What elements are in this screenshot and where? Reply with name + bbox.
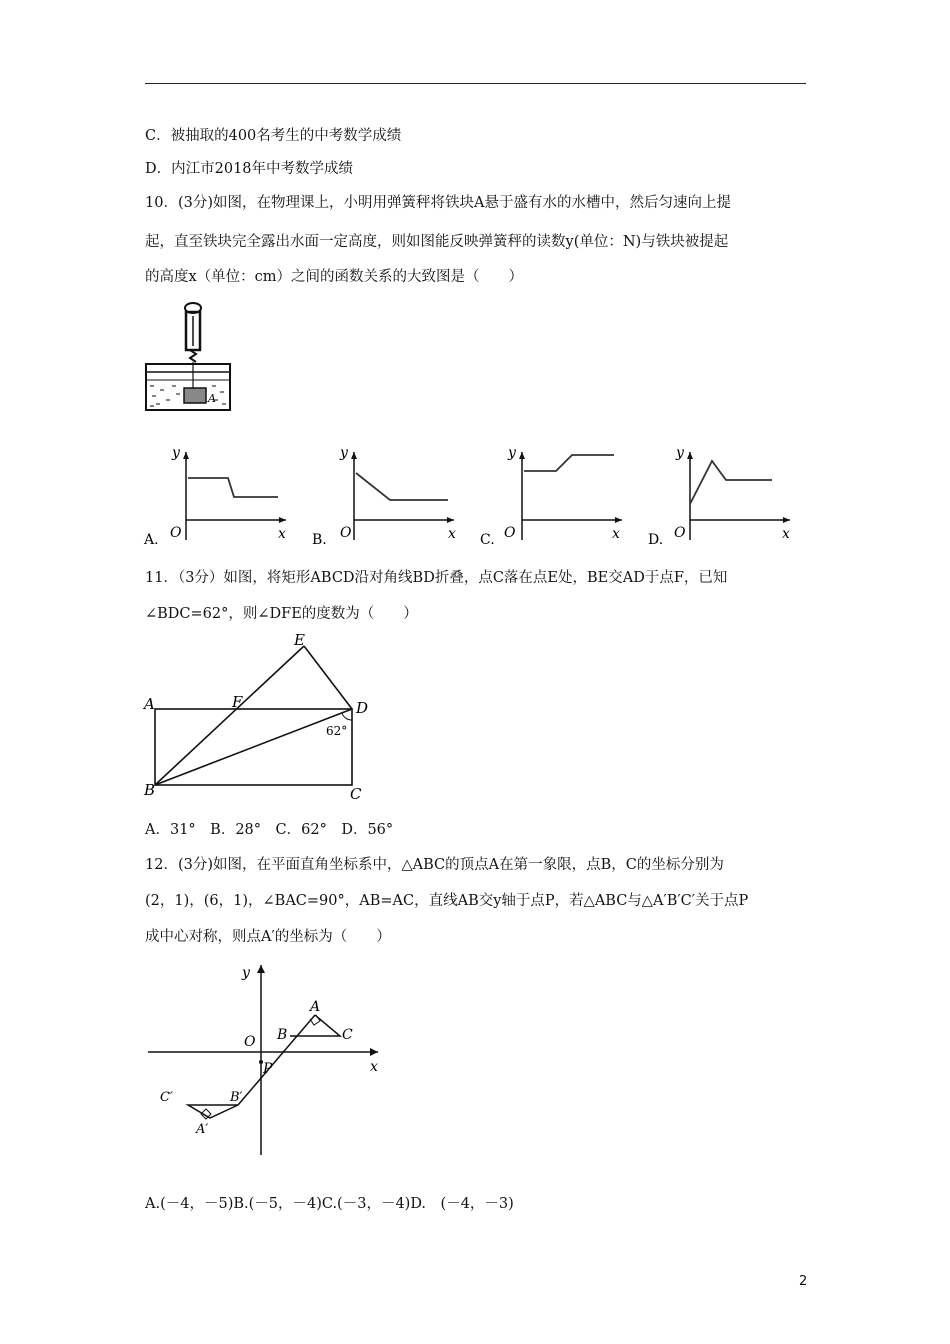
graph-option-c	[476, 440, 636, 550]
option-label: B.	[312, 532, 327, 548]
option-c-line: C．被抽取的400名考生的中考数学成绩	[145, 128, 402, 144]
point-f-label: F	[232, 693, 243, 711]
q12-options: A.(－4，－5)B.(－5，－4)C.(－3，－4)D. (－4，－3)	[145, 1196, 514, 1212]
q10-text-2: 起，直至铁块完全露出水面一定高度，则如图能反映弹簧秤的读数y(单位：N)与铁块被提起	[145, 234, 729, 250]
axis-y-label: y	[172, 445, 180, 461]
point-a-label: A	[310, 999, 321, 1015]
spring-scale-figure	[140, 300, 240, 415]
coordinate-figure	[140, 955, 390, 1165]
point-a-prime-label: A′	[196, 1122, 209, 1137]
point-d-label: D	[356, 699, 369, 717]
q11-text-1: 11．（3分）如图，将矩形ABCD沿对角线BD折叠，点C落在点E处，BE交AD于点F，已知	[145, 570, 728, 586]
point-p-label: P	[263, 1061, 273, 1077]
origin-label: O	[674, 525, 686, 541]
rectangle-fold-figure	[140, 625, 380, 805]
axis-x-label: x	[612, 526, 620, 542]
graph-option-d	[644, 440, 804, 550]
origin-label: O	[244, 1034, 256, 1050]
point-c-prime-label: C′	[160, 1090, 173, 1105]
option-d-line: D．内江市2018年中考数学成绩	[145, 161, 354, 177]
axis-x-label: x	[278, 526, 286, 542]
axis-x-label: x	[370, 1059, 378, 1075]
origin-label: O	[170, 525, 182, 541]
q12-text-1: 12．(3分)如图，在平面直角坐标系中，△ABC的顶点A在第一象限，点B，C的坐标分别为	[145, 857, 724, 873]
option-label: A.	[144, 532, 159, 548]
graph-option-b	[308, 440, 468, 550]
q12-text-2: (2，1)，(6，1)，∠BAC=90°，AB=AC，直线AB交y轴于点P，若△ABC与△A′B′C′关于点P	[145, 893, 749, 909]
origin-label: O	[504, 525, 516, 541]
axis-x-label: x	[782, 526, 790, 542]
header-rule	[145, 83, 806, 84]
axis-y-label: y	[242, 965, 250, 981]
point-e-label: E	[294, 631, 305, 649]
option-label: D.	[648, 532, 664, 548]
point-b-label: B	[144, 781, 156, 799]
q10-text-1: 10．(3分)如图，在物理课上，小明用弹簧秤将铁块A悬于盛有水的水槽中，然后匀速向上提	[145, 195, 731, 211]
angle-label: 62°	[326, 724, 348, 738]
point-c-label: C	[342, 1027, 353, 1043]
origin-label: O	[340, 525, 352, 541]
q11-text-2: ∠BDC=62°，则∠DFE的度数为（ ）	[145, 606, 418, 622]
point-c-label: C	[350, 785, 362, 803]
axis-y-label: y	[676, 445, 684, 461]
page-number: 2	[799, 1274, 808, 1289]
axis-y-label: y	[340, 445, 348, 461]
q10-text-3: 的高度x（单位：cm）之间的函数关系的大致图是（ ）	[145, 269, 524, 285]
axis-y-label: y	[508, 445, 516, 461]
point-b-label: B	[277, 1027, 288, 1043]
point-a-label: A	[144, 695, 155, 713]
axis-x-label: x	[448, 526, 456, 542]
graph-option-a	[140, 440, 300, 550]
q11-options: A．31° B．28° C．62° D．56°	[145, 822, 394, 838]
point-b-prime-label: B′	[230, 1090, 243, 1105]
block-a-label: A	[208, 392, 216, 405]
option-label: C.	[480, 532, 495, 548]
q12-text-3: 成中心对称，则点A′的坐标为（ ）	[145, 929, 391, 945]
